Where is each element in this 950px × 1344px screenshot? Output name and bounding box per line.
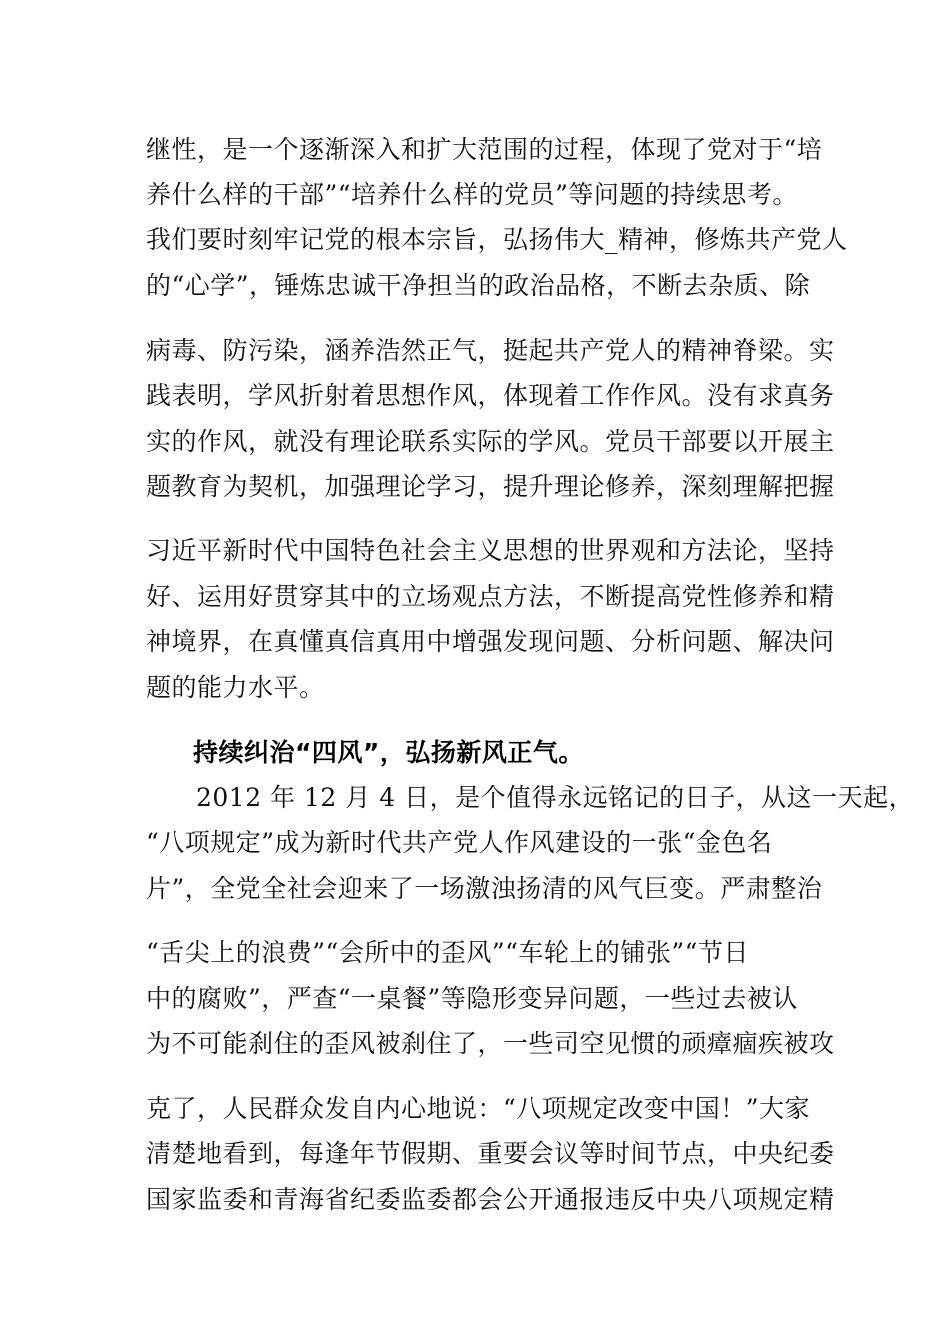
text-line: “舌尖上的浪费”“会所中的歪风”“车轮上的铺张”“节日 xyxy=(146,938,749,967)
text-line: 的“心学”，锤炼忠诚干净担当的政治品格，不断去杂质、除 xyxy=(146,271,811,300)
text-line: 病毒、防污染，涵养浩然正气，挺起共产党人的精神脊梁。实 xyxy=(146,336,835,365)
text-line: 中的腐败”，严查“一桌餐”等隐形变异问题，一些过去被认 xyxy=(146,984,798,1013)
section-heading: 持续纠治“四风”，弘扬新风正气。 xyxy=(193,738,584,767)
text-line: 清楚地看到，每逢年节假期、重要会议等时间节点，中央纪委 xyxy=(146,1139,835,1168)
text-line: “八项规定”成为新时代共产党人作风建设的一张“金色名 xyxy=(146,828,773,857)
text-line: 国家监委和青海省纪委监委都会公开通报违反中央八项规定精 xyxy=(146,1185,835,1214)
text-line: 实的作风，就没有理论联系实际的学风。党员干部要以开展主 xyxy=(146,427,835,456)
paragraph-first-line: 2012 年 12 月 4 日，是个值得永远铭记的日子，从这一天起， xyxy=(196,783,915,812)
text-line: 我们要时刻牢记党的根本宗旨，弘扬伟大_精神，修炼共产党人 xyxy=(146,225,848,254)
text-line: 神境界，在真懂真信真用中增强发现问题、分析问题、解决问 xyxy=(146,627,835,656)
text-line: 为不可能刹住的歪风被刹住了，一些司空见惯的顽瘴痼疾被攻 xyxy=(146,1029,835,1058)
text-line: 克了，人民群众发自内心地说：“八项规定改变中国！”大家 xyxy=(146,1094,811,1123)
text-line: 践表明，学风折射着思想作风，体现着工作作风。没有求真务 xyxy=(146,381,835,410)
text-line: 题的能力水平。 xyxy=(146,673,325,702)
text-line: 习近平新时代中国特色社会主义思想的世界观和方法论，坚持 xyxy=(146,536,835,565)
text-line: 继性，是一个逐渐深入和扩大范围的过程，体现了党对于“培 xyxy=(146,135,823,164)
text-line: 养什么样的干部”“培养什么样的党员”等问题的持续思考。 xyxy=(146,180,798,209)
text-line: 片”，全党全社会迎来了一场激浊扬清的风气巨变。严肃整治 xyxy=(146,874,823,903)
text-line: 题教育为契机，加强理论学习，提升理论修养，深刻理解把握 xyxy=(146,472,835,501)
text-line: 好、运用好贯穿其中的立场观点方法，不断提高党性修养和精 xyxy=(146,582,835,611)
